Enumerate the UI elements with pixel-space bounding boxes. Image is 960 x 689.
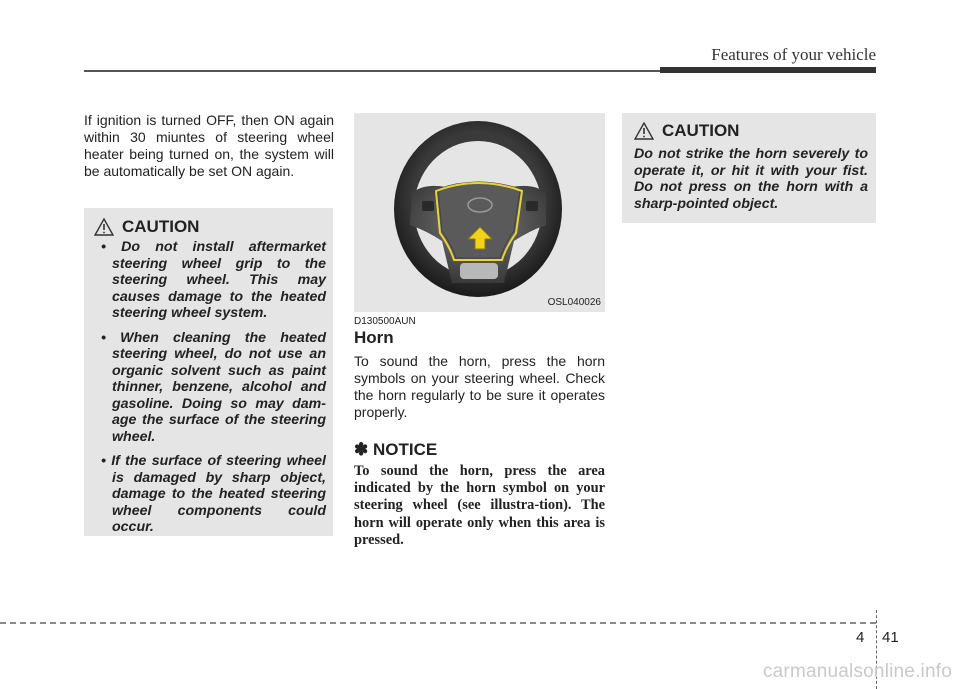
watermark: carmanualsonline.info [762, 661, 952, 682]
section-title-horn: Horn [354, 328, 394, 347]
warning-triangle-icon [94, 218, 114, 236]
caution-item: • If the surface of steering wheel is damaged by sharp object, damage to the heated steering wheel components could occur. [101, 453, 326, 535]
horn-paragraph: To sound the horn, press the horn symbols on your steering wheel. Check the horn regularly to be sure it operates properly. [354, 353, 605, 420]
caution-item: • Do not install aftermarket steering wheel grip to the steering wheel. This may causes damage to the heated steering wheel system. [101, 239, 326, 321]
caution-box-horn [622, 113, 876, 223]
warning-triangle-icon [634, 122, 654, 140]
caution-heading [634, 121, 739, 141]
notice-paragraph: To sound the horn, press the area indicated by the horn symbol on your steering wheel (see illustra-tion). The horn will operate only when this area is pressed. [354, 463, 605, 548]
caution-label: CAUTION [122, 217, 200, 236]
caution-heading [94, 217, 199, 237]
document-code: D130500AUN [354, 316, 416, 327]
notice-heading: ✽ NOTICE [354, 440, 438, 459]
header-rule [84, 70, 660, 72]
figure-code: OSL040026 [547, 297, 601, 308]
caution-paragraph: Do not strike the horn severely to operate it, or hit it with your fist. Do not press on the horn with a sharp-pointed object. [634, 146, 868, 212]
running-header: Features of your vehicle [711, 45, 876, 64]
header-rule-accent [660, 67, 876, 73]
caution-label: CAUTION [662, 121, 740, 140]
steering-wheel-figure [354, 113, 605, 312]
intro-paragraph: If ignition is turned OFF, then ON again within 30 miuntes of steering wheel heater being turned on, the system will be automatically be set ON again. [84, 112, 334, 179]
page-number: 41 [882, 629, 899, 646]
chapter-number: 4 [856, 629, 865, 646]
caution-list [96, 239, 326, 544]
footer-rule [0, 622, 876, 624]
caution-item: • When cleaning the heated steering wheel, do not use an organic solvent such as paint thinner, benzene, alcohol and gasoline. Doing so may dam-age the surface of the steering wheel. [101, 329, 326, 445]
caution-box-steering-grip [84, 208, 333, 536]
steering-wheel-illustration [354, 113, 605, 312]
